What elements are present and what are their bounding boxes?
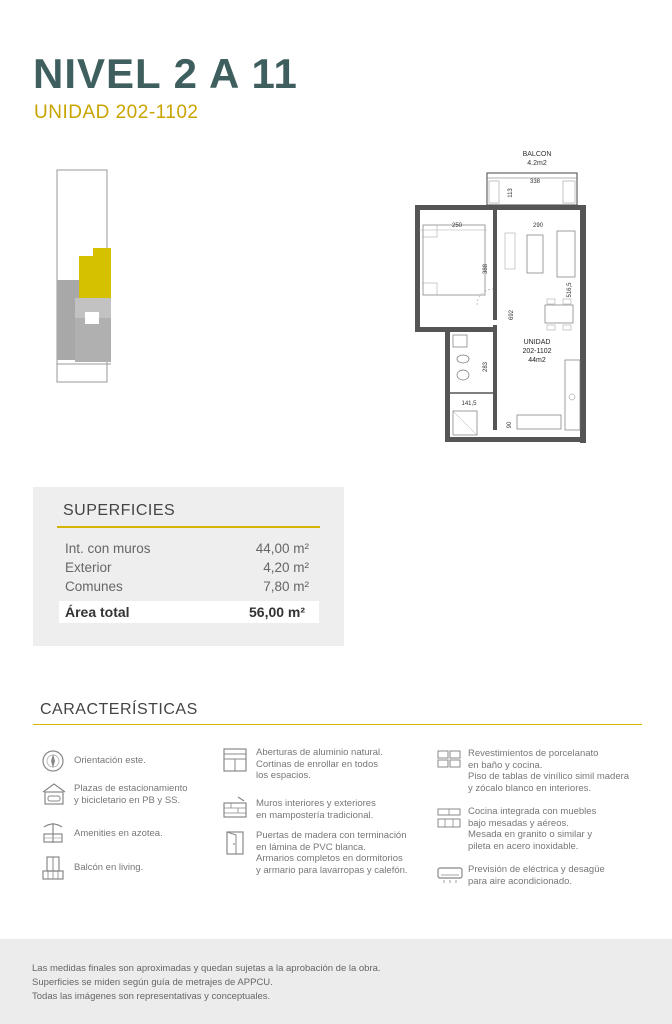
surface-label: Exterior: [65, 560, 112, 575]
bidet: [457, 355, 469, 363]
key-plan-block-low: [75, 318, 111, 362]
wall-bedroom-bottom: [415, 327, 495, 332]
features-divider: [33, 724, 642, 725]
feature-orientation: Orientación este.: [74, 755, 146, 766]
brick-wall-icon: [222, 795, 248, 819]
wall-bath-left: [445, 327, 450, 440]
feature-kitchen: Cocina integrada con muebles bajo mesadas y aéreos. Mesada en granito o similar y pileta en acero inoxidable.: [468, 806, 597, 852]
sofa: [557, 231, 575, 277]
window-icon: [222, 747, 248, 773]
wall-mid-lower: [493, 325, 497, 430]
balcony-icon: [41, 855, 65, 881]
surface-row-exterior: [65, 560, 309, 575]
dim-141-5: 141,5: [461, 401, 477, 407]
wall-right: [580, 205, 586, 443]
key-plan-courtyard: [85, 312, 99, 324]
compass-icon: [41, 749, 65, 773]
feature-openings: Aberturas de aluminio natural. Cortinas de enrollar en todos los espacios.: [256, 747, 383, 781]
feature-doors: Puertas de madera con terminación en lámina de PVC blanca. Armarios completos en dormitorios y armario para lavarropas y calefón.: [256, 830, 408, 876]
dim-113: 113: [508, 188, 514, 198]
dim-250: 250: [451, 223, 463, 229]
unit-label: UNIDAD: [523, 339, 551, 346]
surface-row-interior: [65, 541, 309, 556]
wall-mid: [493, 210, 497, 320]
dim-388: 388: [483, 263, 489, 275]
dim-692: 692: [509, 309, 515, 321]
floor-plan: [405, 145, 595, 445]
air-conditioner-icon: [436, 866, 464, 884]
garage-icon: [41, 782, 67, 806]
dim-290: 290: [532, 223, 544, 229]
sink: [453, 335, 467, 347]
kitchen-icon: [436, 807, 462, 829]
surface-row-common: [65, 579, 309, 594]
bed: [423, 225, 485, 295]
coffee-table: [527, 235, 543, 273]
footer-note-2: Superficies se miden según guía de metrajes de APPCU.: [32, 977, 273, 988]
wall-left: [415, 205, 420, 330]
unit-area: 44m2: [528, 357, 546, 364]
feature-amenities: Amenities en azotea.: [74, 828, 163, 839]
footer-note-1: Las medidas finales son aproximadas y quedan sujetas a la aprobación de la obra.: [32, 963, 381, 974]
surface-value: 44,00 m²: [255, 541, 309, 556]
feature-parking: Plazas de estacionamiento y bicicletario en PB y SS.: [74, 783, 188, 806]
unit-subtitle: UNIDAD 202-1102: [34, 102, 199, 123]
rooftop-icon: [41, 819, 65, 845]
dim-516: 516,5: [567, 282, 573, 298]
tiles-icon: [436, 749, 462, 769]
surface-total-label: Área total: [65, 604, 130, 620]
surface-value: 7,80 m²: [263, 579, 309, 594]
surface-total-value: 56,00 m²: [249, 604, 306, 620]
wall-top: [415, 205, 585, 210]
feature-walls: Muros interiores y exteriores en mampostería tradicional.: [256, 798, 376, 821]
surface-label: Int. con muros: [65, 541, 151, 556]
page-title: NIVEL 2 A 11: [33, 50, 298, 97]
surface-label: Comunes: [65, 579, 123, 594]
dim-90: 90: [507, 421, 513, 429]
dining-table: [545, 305, 573, 323]
balcon-label: BALCON: [522, 151, 552, 158]
surface-value: 4,20 m²: [263, 560, 309, 575]
unit-code: 202-1102: [522, 348, 552, 355]
feature-balcony: Balcón en living.: [74, 862, 144, 873]
balcon-area: 4.2m2: [527, 160, 547, 167]
surfaces-divider: [57, 526, 320, 528]
key-plan: [55, 168, 115, 388]
feature-air-conditioning: Previsión de eléctrica y desagüe para aire acondicionado.: [468, 864, 605, 887]
feature-finishes: Revestimientos de porcelanato en baño y cocina. Piso de tablas de vinílico simil madera y zócalo blanco en interiores.: [468, 748, 630, 794]
surfaces-title: SUPERFICIES: [63, 502, 176, 519]
kitchen-counter: [565, 360, 580, 430]
door-icon: [224, 830, 246, 856]
wall-bottom: [445, 437, 585, 442]
features-title: CARACTERÍSTICAS: [40, 701, 198, 718]
dim-338: 338: [529, 179, 541, 185]
key-plan-unit-highlight: [79, 256, 111, 301]
toilet: [457, 370, 469, 380]
dim-283: 283: [483, 361, 489, 373]
closet: [517, 415, 561, 429]
footer-note-3: Todas las imágenes son representativas y conceptuales.: [32, 991, 271, 1002]
